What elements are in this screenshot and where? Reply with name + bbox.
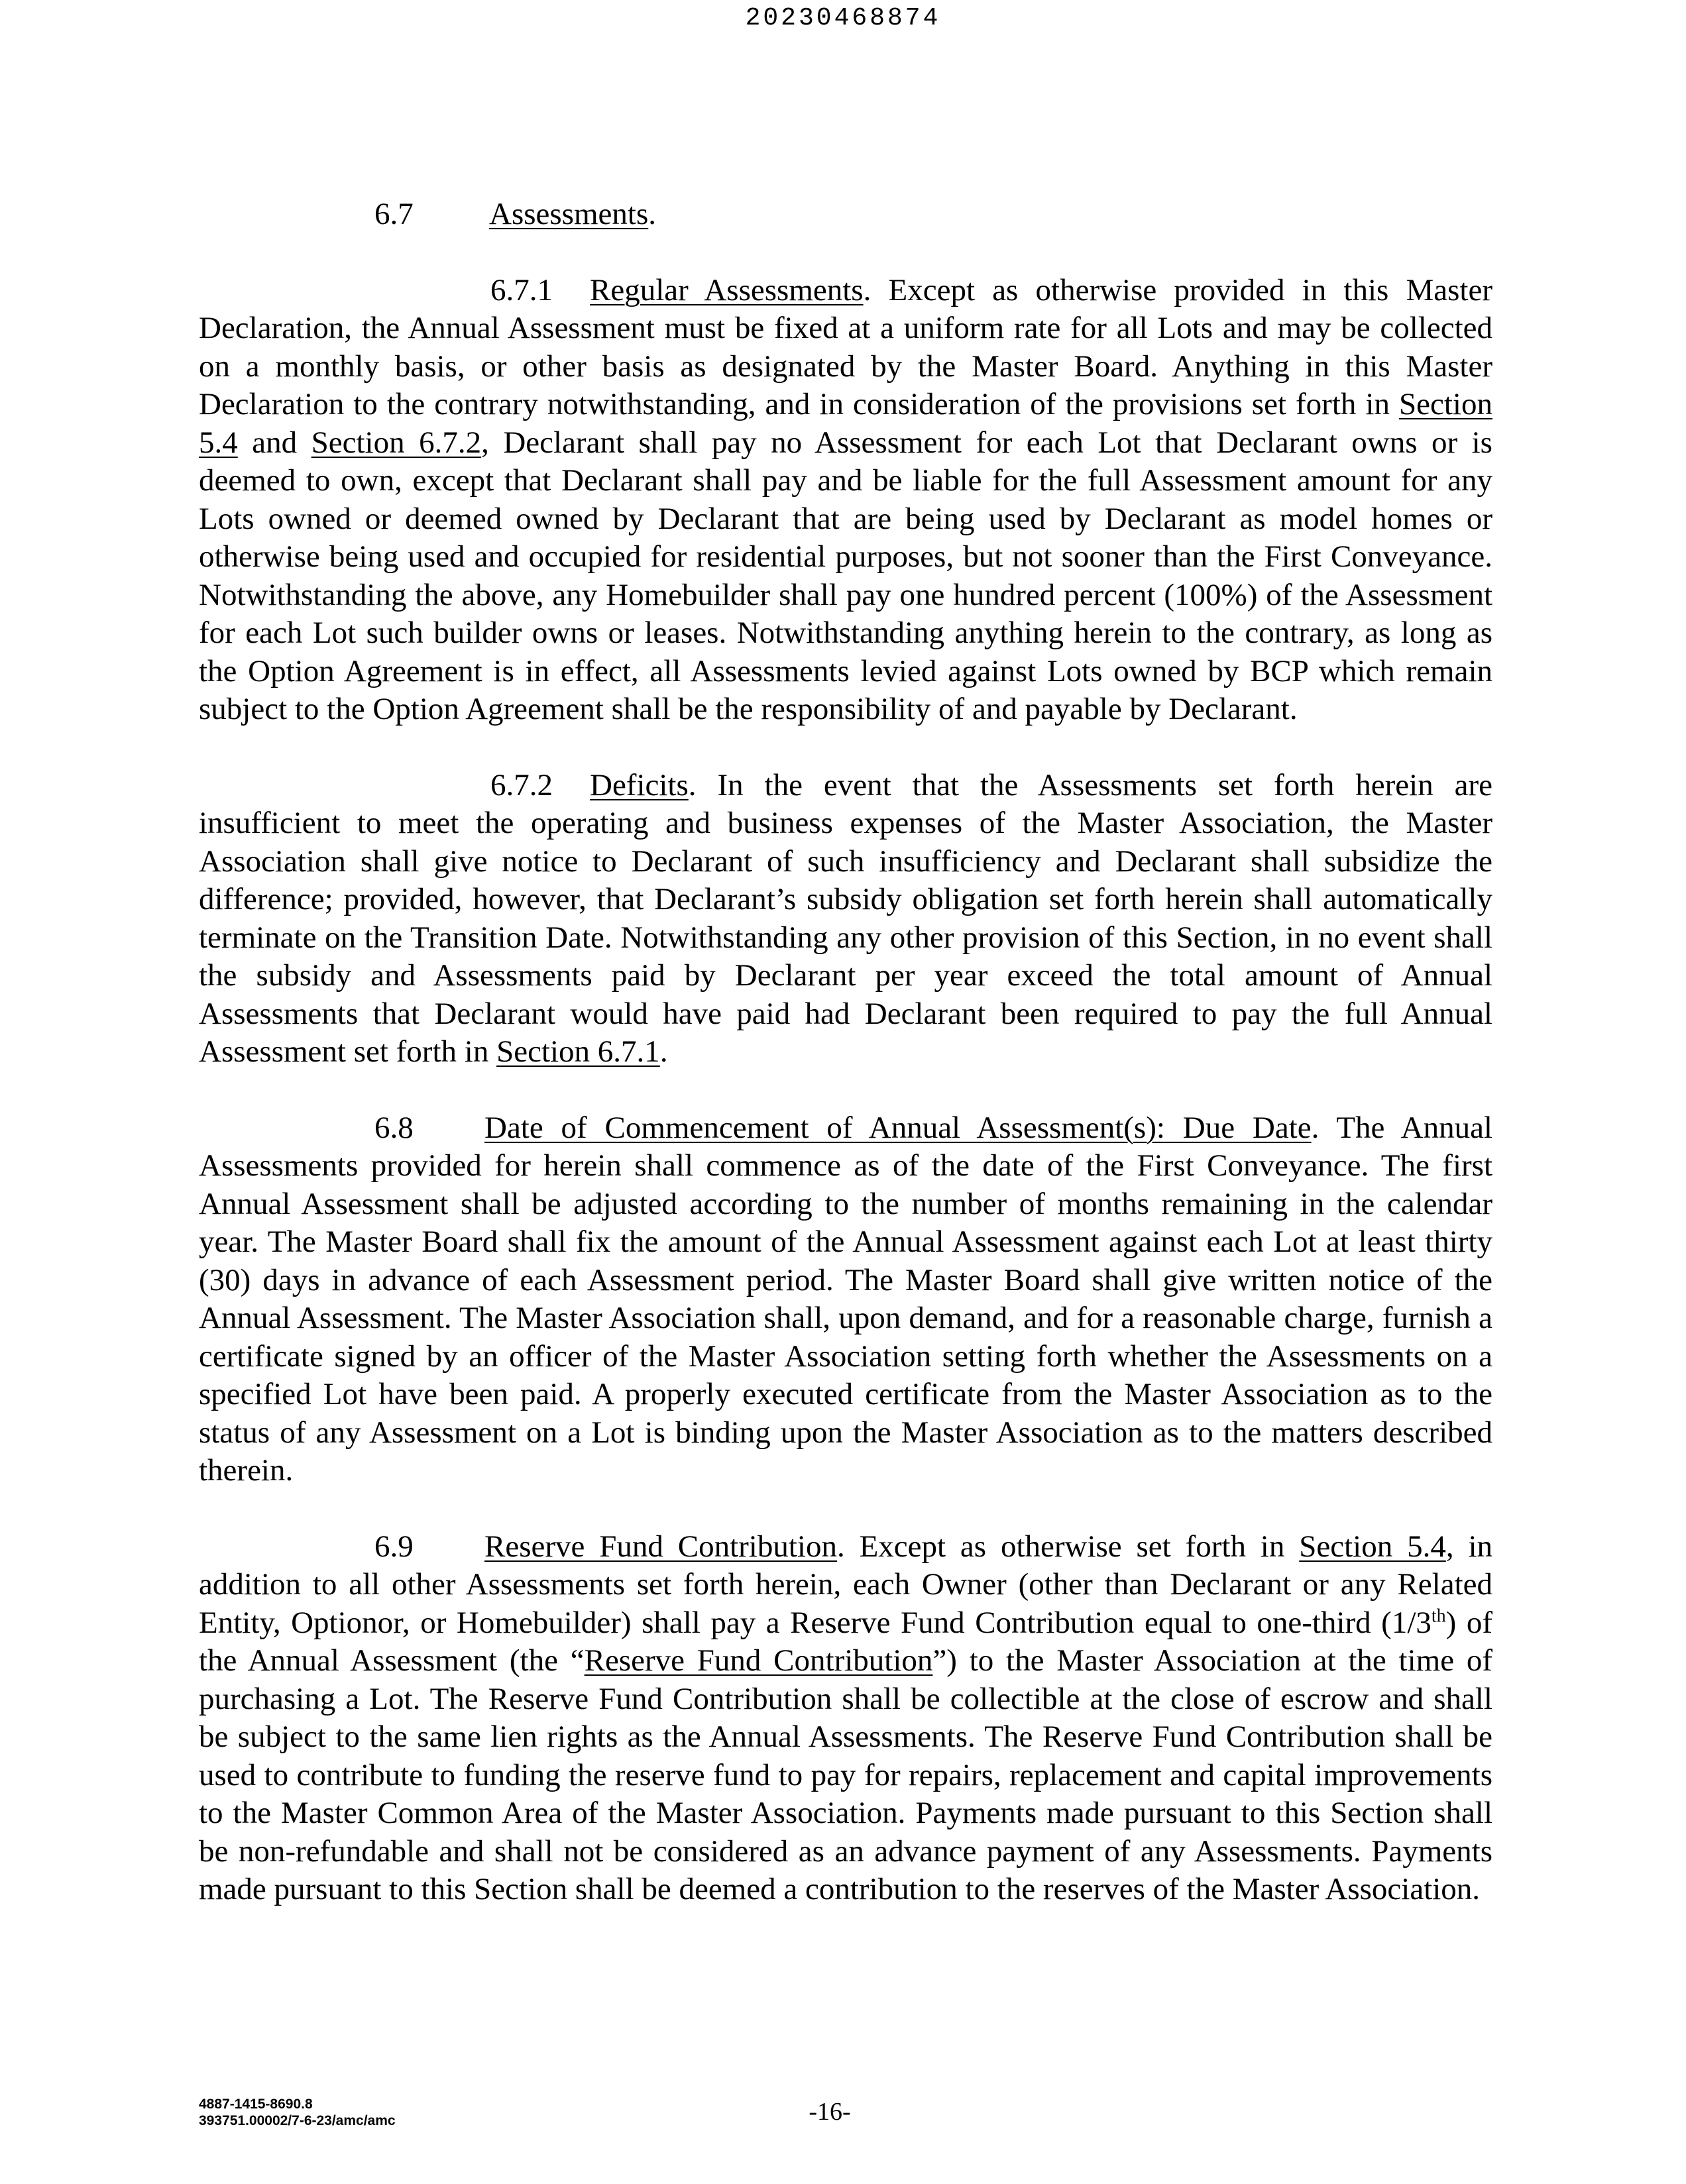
section-reference: Section 5.4 [199,387,1492,460]
section-6-7-1-paragraph [199,272,1492,729]
section-number: 6.9 [374,1529,414,1564]
superscript: th [1431,1605,1446,1626]
footer-matter-id: 393751.00002/7-6-23/amc/amc [199,2113,396,2128]
section-number: 6.7.1 [490,272,553,307]
section-6-7-2-paragraph [199,767,1492,1071]
paragraph-text: and [237,425,311,460]
section-6-9-paragraph [199,1528,1492,1909]
paragraph-text: . [659,1034,668,1069]
section-6-7-heading [199,195,1492,234]
paragraph-text: . Except as otherwise provided in this Master Declaration, the Annual Assessment must be fixed at a uniform rate for all Lots and may be collected on a monthly basis, or other basis as designated by the Master Board. Anything in this Master Declaration to the contrary notwithstanding, and in consideration of the provisions set forth in [199,272,1492,421]
section-title: Reserve Fund Contribution [484,1529,837,1564]
section-6-8-paragraph [199,1109,1492,1490]
section-number: 6.7.2 [490,767,553,802]
section-title: Date of Commencement of Annual Assessment(s): Due Date [484,1110,1312,1145]
section-title: Deficits [590,767,689,802]
page-number: -16- [809,2098,851,2126]
section-reference: Section 6.7.2 [311,425,482,460]
section-title-period: . [648,197,656,231]
section-title: Regular Assessments [590,272,864,307]
section-number: 6.7 [374,197,414,231]
paragraph-text: , in addition to all other Assessments set forth herein, each Owner (other than Declarant or any Related Entity, Optionor, or Homebuilder) shall pay a Reserve Fund Contribution equal to one-third (1/3 [199,1529,1492,1640]
paragraph-text: ) of the Annual Assessment (the “ [199,1605,1492,1678]
paragraph-text: ”) to the Master Association at the time of purchasing a Lot. The Reserve Fund Contribution shall be collectible at the close of escrow and shall be subject to the same lien rights as the Annual Assessments. The Reserve Fund Contribution shall be used to contribute to funding the reserve fund to pay for repairs, replacement and capital improvements to the Master Common Area of the Master Association. Payments made pursuant to this Section shall be non-refundable and shall not be considered as an advance payment of any Assessments. Payments made pursuant to this Section shall be deemed a contribution to the reserves of the Master Association. [199,1643,1492,1906]
paragraph-text: . Except as otherwise set forth in [836,1529,1300,1564]
section-number: 6.8 [374,1110,414,1145]
document-body [199,195,1492,1947]
section-reference: Section 6.7.1 [496,1034,660,1069]
paragraph-text: . In the event that the Assessments set forth herein are insufficient to meet the operating and business expenses of the Master Association, the Master Association shall give notice to Declarant of such insufficiency and Declarant shall subsidize the difference; provided, however, that Declarant’s subsidy obligation set forth herein shall automatically terminate on the Transition Date. Notwithstanding any other provision of this Section, in no event shall the subsidy and Assessments paid by Declarant per year exceed the total amount of Annual Assessments that Declarant would have paid had Declarant been required to pay the full Annual Assessment set forth in [199,767,1492,1069]
section-reference: Section 5.4 [1299,1529,1446,1564]
paragraph-text: . The Annual Assessments provided for herein shall commence as of the date of the First Conveyance. The first Annual Assessment shall be adjusted according to the number of months remaining in the calendar year. The Master Board shall fix the amount of the Annual Assessment against each Lot at least thirty (30) days in advance of each Assessment period. The Master Board shall give written notice of the Annual Assessment. The Master Association shall, upon demand, and for a reasonable charge, furnish a certificate signed by an officer of the Master Association setting forth whether the Assessments on a specified Lot have been paid. A properly executed certificate from the Master Association as to the status of any Assessment on a Lot is binding upon the Master Association as to the matters described therein. [199,1110,1492,1488]
paragraph-text: , Declarant shall pay no Assessment for each Lot that Declarant owns or is deemed to own, except that Declarant shall pay and be liable for the full Assessment amount for any Lots owned or deemed owned by Declarant that are being used by Declarant as model homes or otherwise being used and occupied for residential purposes, but not sooner than the First Conveyance. Notwithstanding the above, any Homebuilder shall pay one hundred percent (100%) of the Assessment for each Lot such builder owns or leases. Notwithstanding anything herein to the contrary, as long as the Option Agreement is in effect, all Assessments levied against Lots owned by BCP which remain subject to the Option Agreement shall be the responsibility of and payable by Declarant. [199,425,1492,726]
defined-term: Reserve Fund Contribution [584,1643,933,1678]
section-title: Assessments [489,197,649,231]
footer-doc-id: 4887-1415-8690.8 [199,2097,313,2112]
recording-number: 20230468874 [745,4,941,32]
